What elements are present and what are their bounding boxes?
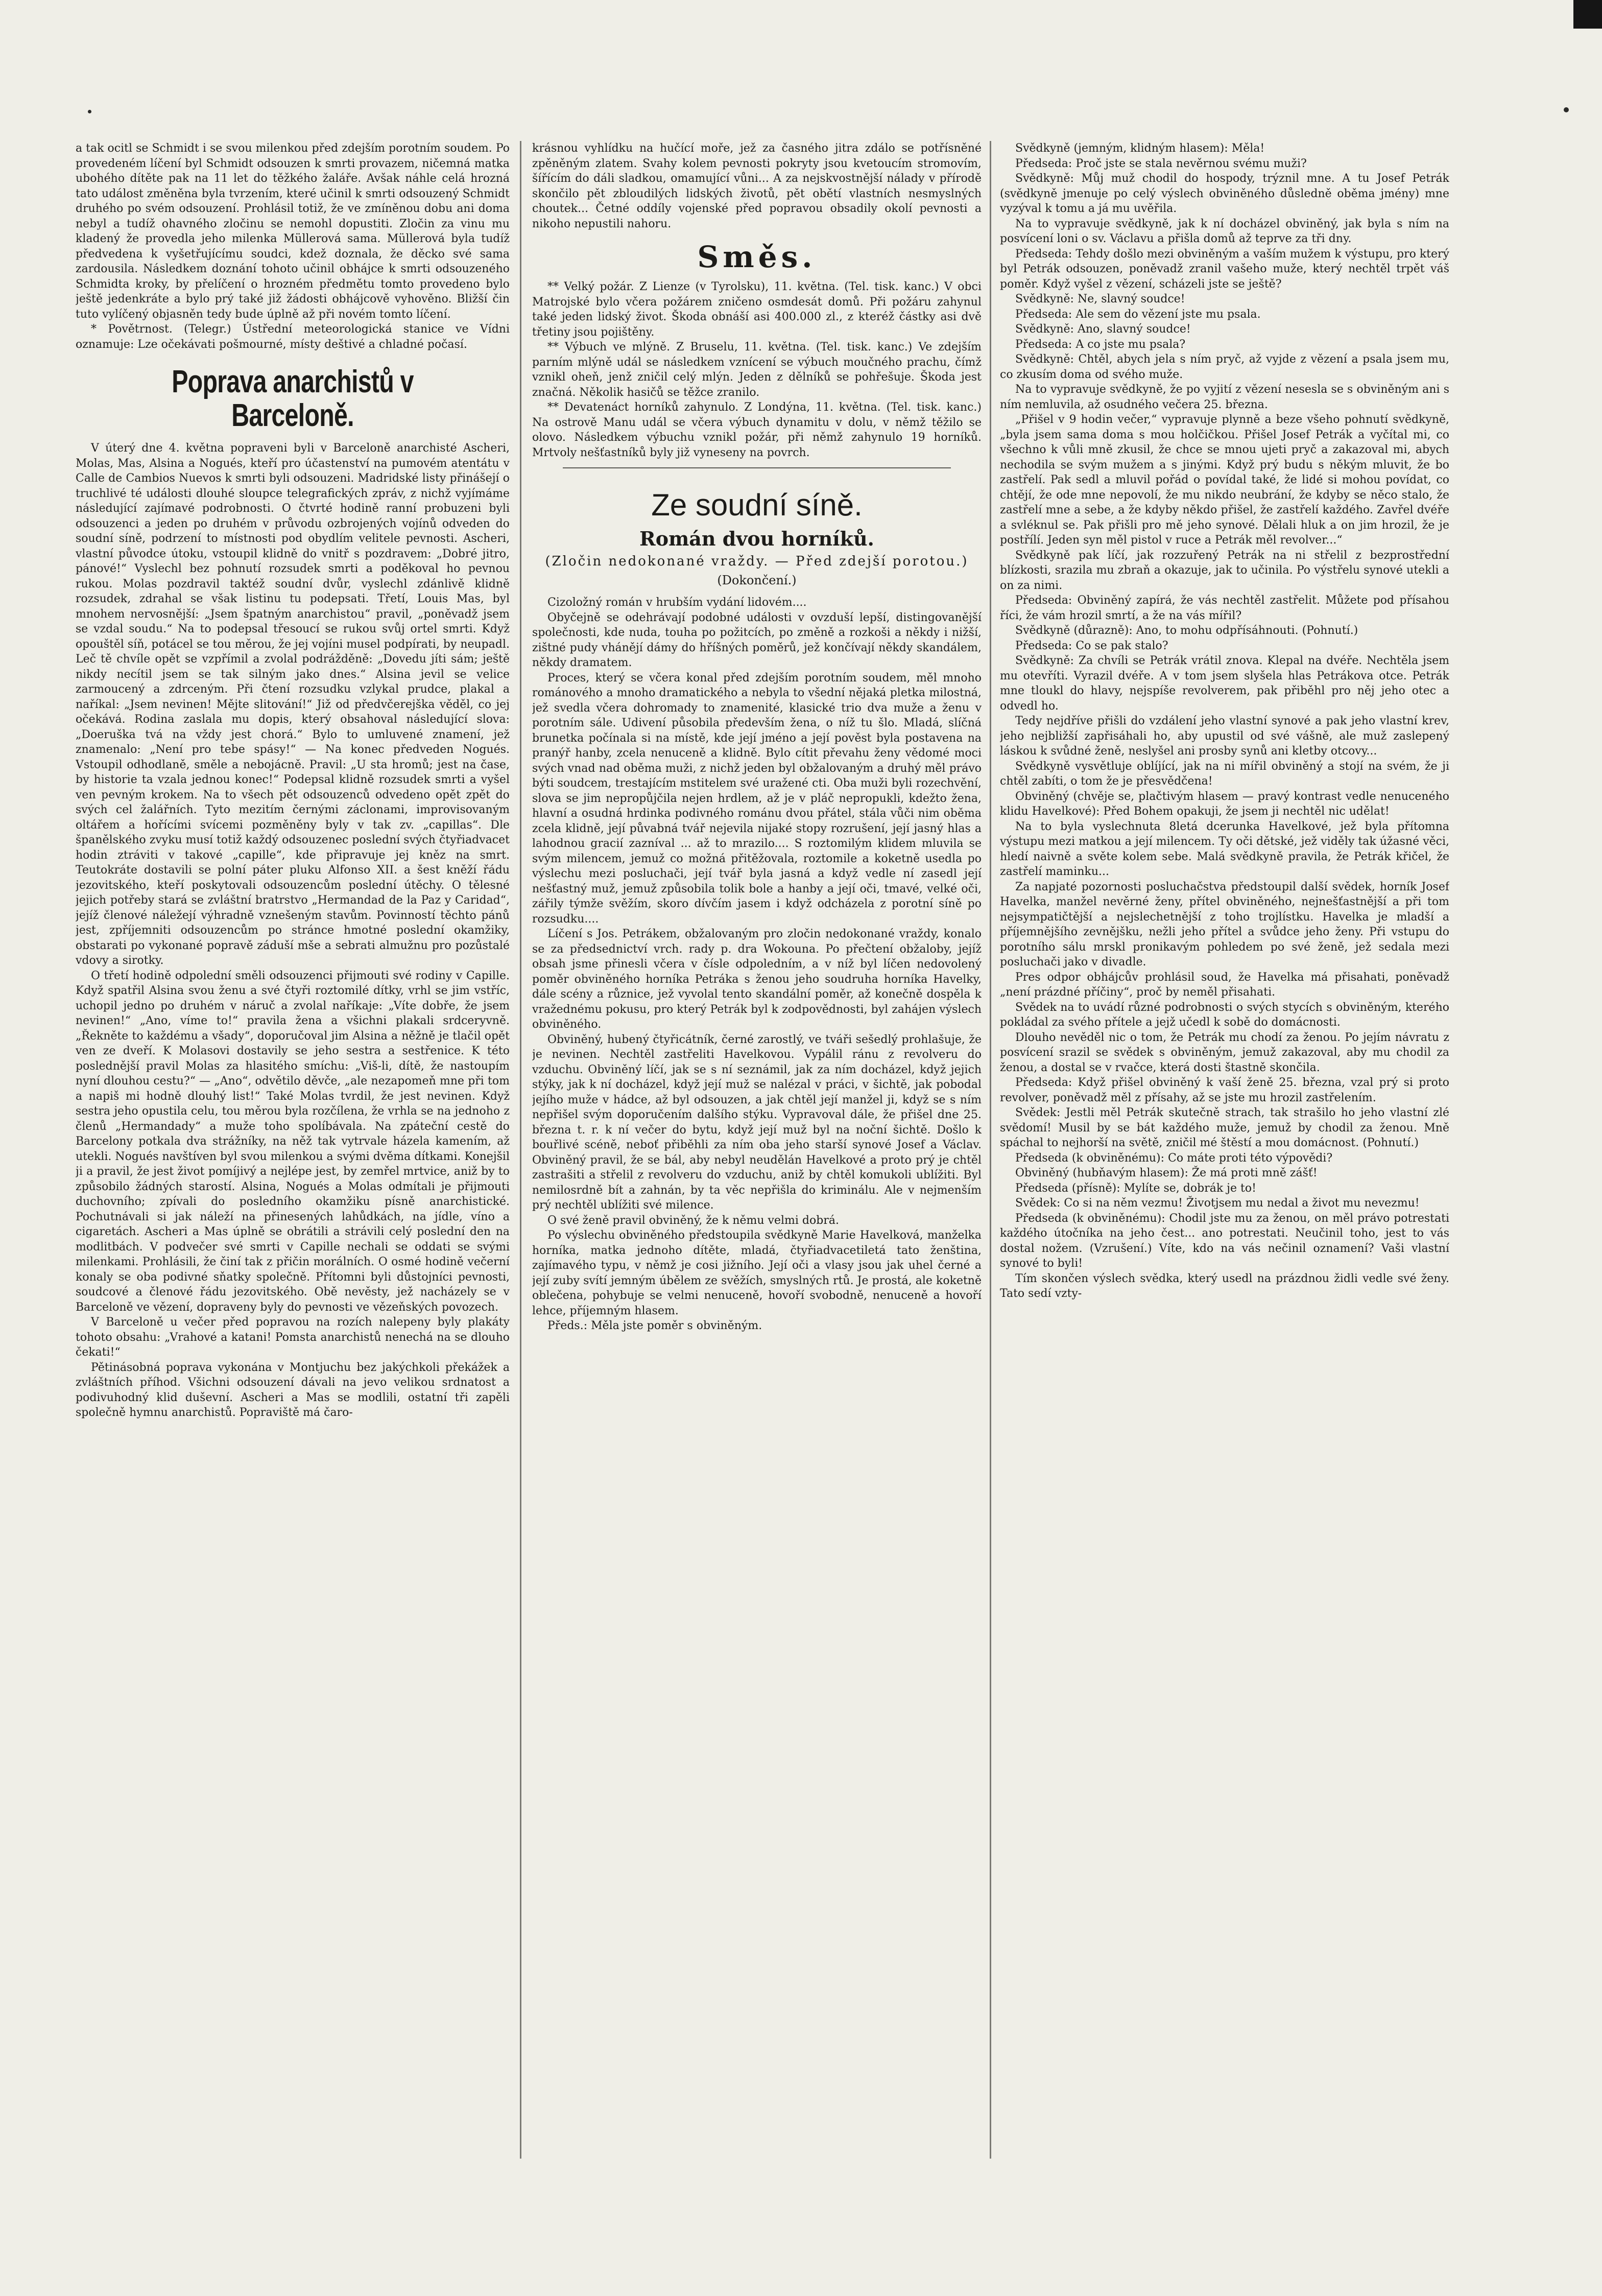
dialogue-line: Předseda (přísně): Mylíte se, dobrák je to! — [1015, 1181, 1256, 1195]
paragraph: krásnou vyhlídku na hučící moře, jež za časného jitra zdálo se potřísněné zpěněným zlatem. Svahy kolem pevnosti pokryty jsou kvetoucím stromovím, šířícím do dáli sladkou, omamující vůni... A za nejskvostnější nálady v přírodě skončilo pět zbloudilých lidských životů, pět obětí vlastních nesmyslných choutek... Četné oddíly vojenské před popravou obsadily okolí pevnosti a nikoho nepustili nahoru. — [532, 142, 982, 230]
dialogue-line: Svědkyně vysvětluje oblíjící, jak na ni mířil obviněný a stojí na svém, že ji chtěl zabíti, o tom že je přesvědčena! — [1000, 760, 1449, 788]
dialogue-line: Svědek: Jestli měl Petrák skutečně strach, tak strašilo ho jeho vlastní zlé svědomí! Musil by se bát každého muže, jemuž by chodil za ženou. Mně spáchal to nejhorší na světě, zničil mé štěstí a mou domácnost. (Pohnutí.) — [1000, 1106, 1449, 1149]
story-subtitle: Román dvou horníků. — [639, 527, 874, 550]
ink-speck — [1564, 107, 1569, 112]
column-right — [1000, 141, 1449, 2159]
dialogue-line: Svědkyně (důrazně): Ano, to mohu odpřísáhnouti. (Pohnutí.) — [1015, 624, 1358, 637]
story-paragraph: Obviněný, hubený čtyřicátník, černé zarostlý, ve tváři sešedlý prohlašuje, že je nevinen. Nechtěl zastřeliti Havelkovou. Vypálil ránu z revolveru do vzduchu. Obviněný líčí, jak se s ní seznámil, jak za ním docházel, když jejich stýky, jak k ní docházel, když její muž se nalézal v práci, v šichtě, jak pobodal jejího muže v hádce, až byl odsouzen, a jak chtěl její manžel ji, když se s ním nepřišel svým doporučením dalšího stýku. Vypravoval dále, že přišel dne 25. března t. r. k ní večer do bytu, když její muž byl na noční šichtě. Došlo k bouřlivé scéně, neboť přiběhli za ním oba jeho starší synové Josef a Václav. Obviněný pravil, že se bál, aby nebyl neudělán Havelkové a proto prý je chtěl zastrašiti a střelil z revolveru do vzduchu, aniž by chtěl komukoli ublížiti. Byl nemilosrdně bít a zahnán, by ta věc nepřišla do kriminálu. Ale v nejmenším prý nechtěl ublížiti své milence. — [532, 1033, 982, 1212]
news-item: ** Výbuch ve mlýně. Z Bruselu, 11. května. (Tel. tisk. kanc.) Ve zdejším parním mlýně udál se následkem vznícení se výbuch moučného prachu, čímž vznikl oheň, jenž zničil celý mlýn. Jeden z dělníků se pohřešuje. Škoda jest značná. Několik hasičů se těžce zranilo. — [532, 341, 982, 399]
dialogue-line: Svědkyně: Za chvíli se Petrák vrátil znova. Klepal na dvéře. Nechtěla jsem mu otevříti. Vyrazil dvéře. A v tom jsem slyšela hlas Petrákova otce. Petrák mne tloukl do hlavy, nejspíše revolverem, pak přiběhl pro něj jeho otec a odvedl ho. — [1000, 654, 1449, 713]
story-paragraph: Obyčejně se odehrávají podobné události v ovzduší lepší, distingovanější společnosti, kde nuda, touha po požitcích, po změně a rozkoši a někdy i nižší, zištné pudy vhánějí dámy do hříšných poměrů, jež končívají někdy skandálem, někdy dramatem. — [532, 611, 982, 669]
dialogue-line: Předseda: A co jste mu psala? — [1015, 338, 1186, 351]
dialogue-line: Tedy nejdříve přišli do vzdálení jeho vlastní synové a pak jeho vlastní krev, jeho nejbližší zapřisáhali ho, aby upustil od své vášně, ale muž zaslepený láskou k svůdné ženě, neslyšel ani prosby synů ani kletby otcovy... — [1000, 715, 1449, 758]
dialogue-line: „Přišel v 9 hodin večer,“ vypravuje plynně a beze všeho pohnutí svědkyně, „byla jsem sama doma s mou holčičkou. Přišel Josef Petrák a vyčítal mi, co všechno k vůli mně zkusil, že chce se mnou ujeti pryč a zakazoval mi, abych nechodila se svým mužem a s jinými. Když prý budu s někým mluvit, že bo zastřelí. Pak sedl a mluvil pořád o povídal také, že lidé si mohou povídat, co chtějí, že ode mne nepovolí, že mu nikdo neubrání, že kdyby se něco stalo, že zastřelí mne a sebe, a že kdyby někdo přišel, že zastřelí každého. Zavřel dvéře a svléknul se. Pak přišli pro mě jeho synové. Dělali hluk a on jim hrozil, že je postřílí. Jeden syn měl pistol v ruce a Petrák měl revolver...“ — [1000, 413, 1449, 547]
article-paragraph: V Barceloně u večer před popravou na rozích nalepeny byly plakáty tohoto obsahu: „Vrahové a katani! Pomsta anarchistů nenechá na se dlouho čekati!“ — [76, 1316, 510, 1359]
story-subsubtitle: (Zločin nedokonané vraždy. — Před zdejší porotou.) — [545, 554, 969, 569]
paragraph: a tak ocitl se Schmidt i se svou milenkou před zdejším porotním soudem. Po provedeném líčení byl Schmidt odsouzen k smrti provazem, ničemná matka ubohého dítěte pak na 11 let do těžkého žaláře. Avšak náhle celá hrozná tato událost změněna byla tvrzením, které učinil k smrti odsouzený Schmidt druhého po svém odsouzení. Prohlásil totiž, že ve zmíněnou dobu ani doma nebyl a tudíž ohavného zločinu se nemohl dopustiti. Zločin za vinu mu kladený že provedla jeho milenka Müllerová sama. Müllerová byla tudíž předvedena k vyšetřujícímu soudci, kdež doznala, že děcko své sama zardousila. Následkem doznání tohoto učinil obhájce k smrti odsouzeného Schmidta kroky, by přelíčení o hrozném předmětu tomto provedeno bylo ještě jedenkráte a bylo prý také již žádosti obhájcově vyhověno. Bližší čin tuto vylíčený objasněn tedy bude úplně až při novém tomto líčení. — [76, 142, 510, 321]
column-divider — [990, 141, 991, 2159]
column-left — [76, 141, 510, 2159]
dialogue-line: Svědkyně: Ne, slavný soudce! — [1015, 293, 1185, 305]
column-middle — [532, 141, 982, 2159]
section-title-smes: Směs. — [697, 240, 817, 274]
dialogue-line: Svědkyně (jemným, klidným hlasem): Měla! — [1015, 142, 1265, 155]
article-paragraph: O třetí hodině odpolední směli odsouzenci přijmouti své rodiny v Capille. Když spatřil Alsina svou ženu a své čtyři roztomilé dítky, vrhl se jim vstříc, uchopil jedno po druhém v náruč a zvolal naříkaje: „Víte dobře, že jsem nevinen!“ „Ano, víme to!“ pravila žena a všichni plakali srdceryvně. „Řekněte to každému a všady“, doporučoval jim Alsina a něžně je tlačil opět ven ze dveří. K Molasovi dostavily se jeho sestra a sestřenice. K této poslednější pravil Molas za hlasitého smíchu: „Viš-li, dítě, že nastoupím nyní dlouhou cestu?“ — „Ano“, odvětilo děvče, „ale nezapomeň mne při tom a napiš mi hodně dlouhý list!“ Také Molas tvrdil, že jest nevinen. Když sestra jeho opustila celu, tou měrou byla rozčílena, že vrhla se na jednoho z členů „Hermandady“ a muže toho spolíbávala. Na zpáteční cestě do Barcelony potkala dva strážníky, na něž tak vytrvale házela kamením, až utekli. Nogués navštíven byl svou milenkou a svými dvěma dítkami. Konejšil ji a pravil, že jest život pomíjivý a nejlépe jest, by zemřel mrtvice, aniž by to způsobilo žádných starostí. Alsina, Nogués a Molas odmítali je přijmouti duchovního; zpívali do posledního okamžiku písně anarchistické. Pochutnávali si jak náleží na přinesených lahůdkách, na jídle, víno a cigaretách. Ascheri a Mas úplně se obrátili a strávili celý poslední den na modlitbách. V podvečer své smrti v Capille nechali se oddati se svými milenkami. Prohlásili, že činí tak z přičin morálních. O osmé hodině večerní konaly se oba podivné sňatky společně. Přítomni byli důstojníci pevnosti, soudcové a členové řádu jezovitského. Obě nevěsty, jež nacházely se v Barceloně ve vězení, dopraveny byly do pevnosti ve vězeňských povozech. — [76, 969, 510, 1314]
dialogue-line: Svědkyně: Můj muž chodil do hospody, trýznil mne. A tu Josef Petrák (svědkyně jmenuje po celý výslech obviněného důsledně oběma jmény) mne vyzýval k tomu a já mu uvěřila. — [1000, 172, 1449, 215]
dialogue-line: Svědek: Co si na něm vezmu! Životjsem mu nedal a život mu nevezmu! — [1015, 1197, 1420, 1210]
story-paragraph: Cizoložný román v hrubším vydání lidovém.... — [547, 596, 807, 609]
scan-corner-mark — [1573, 0, 1602, 29]
dialogue-line: Svědkyně pak líčí, jak rozzuřený Petrák na ni střelil z bezprostřední blízkosti, srazila mu zbraň a okazuje, jak to učinila. Po výstřelu synové utekli a on za nimi. — [1000, 549, 1449, 592]
dialogue-line: Obviněný (chvěje se, plačtivým hlasem — pravý kontrast vedle nenuceného klidu Havelkové): Před Bohem opakuji, že jsem ji nechtěl nic udělat! — [1000, 790, 1449, 818]
dialogue-line: Na to vypravuje svědkyně, že po vyjití z vězení nesesla se s obviněným ani s ním nemluvila, až osudného večera 25. března. — [1000, 383, 1449, 411]
continued-note: (Dokončení.) — [717, 573, 797, 587]
dialogue-line: Předseda: Co se pak stalo? — [1015, 639, 1168, 652]
dialogue-line: Na to vypravuje svědkyně, jak k ní docházel obviněný, jak byla s ním na posvícení loni o sv. Václavu a přišla domů až teprve za tři dny. — [1000, 217, 1449, 245]
dialogue-line: Předseda: Proč jste se stala nevěrnou svému muži? — [1015, 157, 1307, 170]
dialogue-line: Předseda: Ale sem do vězení jste mu psala. — [1015, 307, 1261, 321]
dialogue-line: Na to byla vyslechnuta 8letá dcerunka Havelkové, jež byla přítomna výstupu mezi matkou a její milencem. Ty oči dětské, jež viděly tak úžasné věci, hledí naivně a světe kolem sebe. Malá svědkyně pravila, že Petrák křičel, že zastřelí maminku... — [1000, 820, 1449, 878]
dialogue-line: Předseda (k obviněnému): Chodil jste mu za ženou, on měl právo potrestati každého útočníka na jeho čest... ano potrestati. Neučinil toho, jest to vás dostal nožem. (Vzrušení.) Víte, kdo na vás nečinil oznamení? Vaši vlastní synové to byli! — [1000, 1212, 1449, 1270]
story-paragraph: Líčení s Jos. Petrákem, obžalovaným pro zločin nedokonané vraždy, konalo se za předsednictví vrch. rady p. dra Wokouna. Po přečtení obžaloby, jejíž obsah jsme přinesli včera v čísle odpoledním, a v níž byl líčen nedovolený poměr obviněného horníka Petráka s ženou jeho soudruha horníka Havelky, dále scény a různice, jež vyvolal tento skandální poměr, až konečně dospěla k vražednému pokusu, pro který Petrák byl k zodpovědnosti, byl zahájen výslech obviněného. — [532, 928, 982, 1031]
article-paragraph: V úterý dne 4. května popraveni byli v Barceloně anarchisté Ascheri, Molas, Mas, Alsina a Nogués, kteří pro účastenství na pumovém atentátu v Calle de Cambios Nuevos k smrti byli odsouzeni. Madridské listy přinášejí o truchlivé té události dlouhé sloupce telegrafických zpráv, z nichž vyjímáme následující zajímavé podrobnosti. O čtvrté hodině ranní probuzeni byli odsouzenci a jeden po druhém v průvodu ozbrojených vojínů odveden do soudní síně, podrzení to místnosti pod obydlím velitele pevnosti. Ascheri, vlastní původce útoku, vstoupil klidně do vnitř s pozdravem: „Dobré jitro, pánové!“ Vyslechl bez pohnutí rozsudek smrti a poděkoval ho pevnou rukou. Molas pozdravil taktéž soudní dvůr, vyslechl zdánlivě klidně rozsudek, zdrahal se však listinu tu podepsati. Třetí, Louis Mas, byl mnohem nervosnější: „Jsem špatným anarchistou“ pravil, „poněvadž jsem se vzdal soudu.“ Na to podepsal třesoucí se rukou svůj ortel smrti. Když opouštěl síň, potácel se tou měrou, že jej vojíni musel podpírati, by neupadl. Leč tě chvíle opět se vzpřímil a zvolal podrážděně: „Dovedu jíti sám; ještě nikdy necítil jsem se tak silným jako dnes.“ Alsina jevil se velice zarmoucený a zdrceným. Při čtení rozsudku vzlykal prudce, plakal a naříkal: „Jsem nevinen! Mějte slitování!“ Již od předvčerejška věděl, co jej očekává. Rodina zaslala mu dopis, který obsahoval následující slova: „Doeruška tvá na vždy jest chorá.“ Bylo to umluvené znamení, jež znamenalo: „Není pro tebe spásy!“ — Na konec předveden Nogués. Vstoupil odhodlaně, směle a nebojácně. Pravil: „U sta hromů; jest na čase, by historie ta vzala jednou konec!“ Podepsal klidně rozsudek smrti a vyšel ven pevným krokem. Na to všech pět odsouzenců odvedeno opět zpět do svých cel žalářních. Tyto mezitím černými záclonami, improvisovaným oltářem a hořícími svícemi pozměněny byly v tak zv. „capillas“. Dle španělského zvyku musí totiž každý odsouzenec poslední svých čtyřiadvacet hodin ztráviti v takové „capille“, kde připravuje jej kněz na smrt. Teutokráte dostavili se polní páter pluku Alfonso XII. a šest kněží řádu jezovitského, kteří poskytovali odsouzencům poslední útěchy. O tělesné jejich potřeby stará se zvláštní bratrstvo „Hermandad de la Paz y Caridad“, jejíž členové náležejí výhradně vznešeným stavům. Povinností těchto pánů jest, zpříjemniti odsouzencům po stránce hmotné poslední okamžiky, obstarati po vykonané popravě záduší mše a sebrati almužnu pro pozůstalé vdovy a sirotky. — [76, 442, 510, 967]
article-paragraph: Pětinásobná poprava vykonána v Montjuchu bez jakýchkoli překážek a zvláštních příhod. Všichni odsouzení dávali na jevo velikou srdnatost a podivuhodný klid duševní. Ascheri a Mas se modlili, ostatní tři zapěli společně hymnu anarchistů. Popraviště má čaro- — [76, 1361, 510, 1419]
story-paragraph: Předs.: Měla jste poměr s obviněným. — [547, 1319, 762, 1332]
section-separator — [563, 467, 951, 468]
dialogue-line: Předseda: Když přišel obviněný k vaší ženě 25. března, vzal prý si proto revolver, poněvadž měl z přísahy, až se jste mu hrozil zastřelením. — [1000, 1076, 1449, 1104]
dialogue-line: Tím skončen výslech svědka, který usedl na prázdnou židli vedle své ženy. Tato sedí vzty- — [1000, 1272, 1449, 1300]
dialogue-line: Svědek na to uvádí různé podrobnosti o svých stycích s obviněným, kterého pokládal za svého přítele a jejž učedl k sobě do domácnosti. — [1000, 1001, 1449, 1029]
dialogue-line: Obviněný (hubňavým hlasem): Že má proti mně zášť! — [1015, 1167, 1318, 1179]
headline-barcelona: Poprava anarchistů v Barceloně. — [172, 364, 414, 433]
dialogue-line: Pres odpor obhájcův prohlásil soud, že Havelka má přisahati, poněvadž „není prázdné příčiny“, proč by neměl přisahati. — [1000, 971, 1449, 999]
dialogue-line: Svědkyně: Ano, slavný soudce! — [1015, 323, 1191, 336]
story-paragraph: Po výslechu obviněného předstoupila svědkyně Marie Havelková, manželka horníka, matka jednoho dítěte, mladá, čtyřiadvacetiletá tato ženština, zajímavého typu, v němž je cosi jižního. Její oči a vlasy jsou jak uhel černé a její zuby svítí jemným úbělem ze svěžích, smyslných rtů. Je prostá, ale koketně oblečena, pohybuje se velmi nenuceně, hovoří svobodně, nenuceně a hovoří lehce, příjemným hlasem. — [532, 1229, 982, 1317]
column-divider — [520, 141, 521, 2159]
story-paragraph: Proces, který se včera konal před zdejším porotním soudem, měl mnoho románového a mnoho dramatického a nebyla to všední nějaká pletka milostná, jež svedla včera dohromady to znamenité, klasické trio dva muže a ženu v porotním sále. Udivení působila především žena, o níž tu šlo. Mladá, slíčná brunetka počínala si na místě, kde její jméno a její pověst byla postavena na pranýř hanby, zcela nenuceně a klidně. Bylo cítit převahu ženy vědomé moci svých vnad nad oběma muži, z nichž jeden byl obžalovaným a druhý měl právo býti soudcem, trestajícím mstitelem své uražené cti. Oba muži byli rozechvění, slova se jim nepropůjčila nejen hrdlem, až je v pláč nepropukli, kdežto žena, hlavní a osudná hrdinka podivného románu dvou přátel, stála vůči nim oběma zcela klidně, její půvabná tvář nejevila nijaké stopy rozrušení, její jasný hlas a lahodnou gracií zazníval ... až to mrazilo.... S roztomilým klidem mluvila se svým milencem, jemuž co možná přitěžovala, roztomile a koketně usedla po výslechu mezi posluchači, její tvář byla jasná a když vedle ní zasedl její nešťastný muž, jemuž způsobila tolik bole a hanby a její oči, tmavé, velké oči, zářily týmže svěžím, skoro dívčím jasem i když odcházela z porotní síně po rozsudku.... — [532, 671, 982, 926]
headline-court: Ze soudní síně. — [651, 488, 863, 522]
news-item: ** Velký požár. Z Lienze (v Tyrolsku), 11. května. (Tel. tisk. kanc.) V obci Matrojské bylo včera požárem zničeno osmdesát domů. Při požáru zahynul také jeden lidský život. Škoda obnáší asi 400.000 zl., z kteréž částky asi dvě třetiny jsou pojištěny. — [532, 280, 982, 339]
dialogue-line: Předseda: Obviněný zapírá, že vás nechtěl zastřelit. Můžete pod přísahou říci, že vám hrozil smrtí, a že na vás mířil? — [1000, 594, 1449, 622]
dialogue-line: Předseda (k obviněnému): Co máte proti této výpovědi? — [1015, 1151, 1333, 1165]
story-paragraph: O své ženě pravil obviněný, že k němu velmi dobrá. — [547, 1214, 839, 1227]
dialogue-line: Svědkyně: Chtěl, abych jela s ním pryč, až vyjde z vězení a psala jsem mu, co zkusím doma od svého muže. — [1000, 353, 1449, 381]
weather-notice: * Povětrnost. (Telegr.) Ústřední meteorologická stanice ve Vídni oznamuje: Lze očekávati pošmourné, místy deštivé a chladné počasí. — [76, 323, 510, 351]
news-item: ** Devatenáct horníků zahynulo. Z Londýna, 11. května. (Tel. tisk. kanc.) Na ostrově Manu udál se včera výbuch dynamitu v dolu, v němž těžilo se olovo. Následkem výbuchu vznikl požár, při němž zahynulo 19 horníků. Mrtvoly nešťastníků byly již vyneseny na povrch. — [532, 401, 982, 459]
dialogue-line: Dlouho nevěděl nic o tom, že Petrák mu chodí za ženou. Po jejím návratu z posvícení srazil se svědek s obviněným, jemuž zakazoval, aby mu chodil za ženou, a dostal se v rvačce, která dosti štastně skončila. — [1000, 1031, 1449, 1074]
ink-speck — [88, 110, 91, 113]
dialogue-line: Za napjaté pozornosti posluchačstva předstoupil další svědek, horník Josef Havelka, manžel nevěrné ženy, přítel obviněného, nejnešťastnější a při tom nejsympatičtější a nejslechetnější z toho trojlístku. Havelka je mladší a příjemnějšího zevnějšku, nežli jeho přítel a svůdce jeho ženy. Při vstupu do porotního sálu mrskl pronikavým pohledem po své ženě, jež sedala mezi posluchači jako v divadle. — [1000, 880, 1449, 968]
dialogue-line: Předseda: Tehdy došlo mezi obviněným a vaším mužem k výstupu, pro který byl Petrák odsouzen, poněvadž zranil vašeho muže, který nechtěl trpět váš poměr. Když vyšel z vězení, scházeli jste se ještě? — [1000, 247, 1449, 291]
